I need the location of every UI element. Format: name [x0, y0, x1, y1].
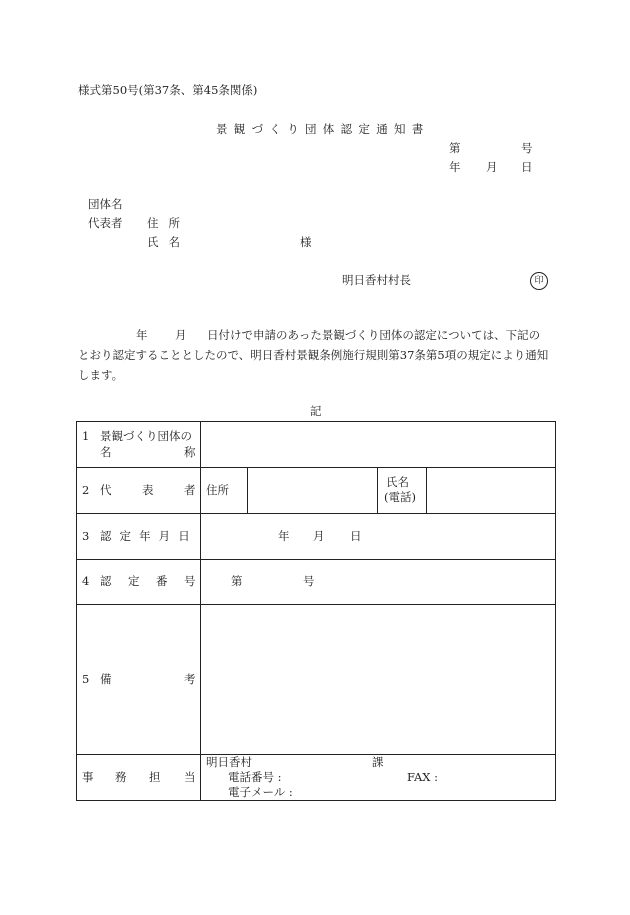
row3-day: 日 — [350, 529, 362, 543]
table-border-left — [76, 421, 77, 801]
date-month-label: 月 — [486, 160, 498, 174]
row4-number-suffix: 号 — [303, 574, 315, 588]
table-border-bottom — [76, 800, 556, 801]
group-name-label: 団体名 — [88, 197, 123, 211]
row2-phone-label: (電話) — [384, 490, 416, 504]
row3-number: 3 — [82, 529, 90, 543]
row2-label-char: 者 — [184, 483, 196, 497]
table-label-divider — [200, 421, 201, 801]
row1-label: 景観づくり団体の — [100, 429, 192, 443]
issuer-title: 明日香村村長 — [342, 273, 411, 287]
row5-number: 5 — [82, 672, 90, 686]
row2-name-label: 氏名 — [386, 475, 409, 489]
contact-label-char: 事 — [82, 770, 94, 784]
row4-number-prefix: 第 — [231, 574, 243, 588]
table-row-divider — [76, 754, 556, 755]
row2-label-char: 代 — [100, 483, 112, 497]
contact-email: 電子メール : — [228, 785, 293, 799]
ki-heading: 記 — [310, 404, 322, 418]
row1-label-title: 称 — [184, 445, 196, 459]
date-day-label: 日 — [521, 160, 533, 174]
row3-year: 年 — [278, 529, 290, 543]
date-year-label: 年 — [449, 160, 461, 174]
row4-label-char: 認 — [100, 574, 112, 588]
row2-address-label: 住所 — [206, 483, 229, 497]
representative-label: 代表者 — [88, 216, 123, 230]
body-year-label: 年 — [136, 328, 148, 342]
body-line-2: とおり認定することとしたので、明日香村景観条例施行規則第37条第5項の規定により通知 — [78, 348, 549, 362]
document-title: 景観づくり団体認定通知書 — [216, 122, 430, 136]
body-month-label: 月 — [175, 328, 187, 342]
table-cell-divider — [377, 467, 378, 513]
number-prefix: 第 — [449, 141, 461, 155]
body-line-3: します。 — [78, 368, 124, 382]
table-row-divider — [76, 467, 556, 468]
contact-fax: FAX : — [407, 770, 439, 784]
form-number-label: 様式第50号(第37条、第45条関係) — [78, 83, 258, 97]
contact-village: 明日香村 — [206, 755, 252, 769]
row1-number: 1 — [82, 429, 90, 443]
contact-section: 課 — [372, 755, 384, 769]
table-cell-divider — [247, 467, 248, 513]
row4-label-char: 定 — [128, 574, 140, 588]
table-cell-divider — [426, 467, 427, 513]
row3-label: 認 定 年 月 日 — [100, 529, 192, 543]
contact-phone: 電話番号 : — [228, 770, 282, 784]
details-table — [76, 421, 556, 801]
contact-label-char: 担 — [149, 770, 161, 784]
table-row-divider — [76, 559, 556, 560]
row1-label-name: 名 — [100, 445, 112, 459]
contact-label-char: 務 — [115, 770, 127, 784]
number-suffix: 号 — [521, 141, 533, 155]
table-border-top — [76, 421, 556, 422]
honorific-label: 様 — [300, 235, 312, 249]
row4-number: 4 — [82, 574, 90, 588]
row4-label-char: 号 — [184, 574, 196, 588]
table-row-divider — [76, 604, 556, 605]
row3-month: 月 — [313, 529, 325, 543]
row4-label-char: 番 — [156, 574, 168, 588]
row5-label-end: 考 — [184, 672, 196, 686]
seal-mark: 印 — [530, 272, 548, 290]
row2-label-char: 表 — [142, 483, 154, 497]
name-label: 氏名 — [147, 235, 190, 249]
body-line-1: 日付けで申請のあった景観づくり団体の認定については、下記の — [207, 328, 541, 342]
table-row-divider — [76, 513, 556, 514]
address-label: 住所 — [147, 216, 190, 230]
row2-number: 2 — [82, 483, 90, 497]
row5-label: 備 — [100, 672, 112, 686]
table-border-right — [555, 421, 556, 801]
contact-label-char: 当 — [184, 770, 196, 784]
